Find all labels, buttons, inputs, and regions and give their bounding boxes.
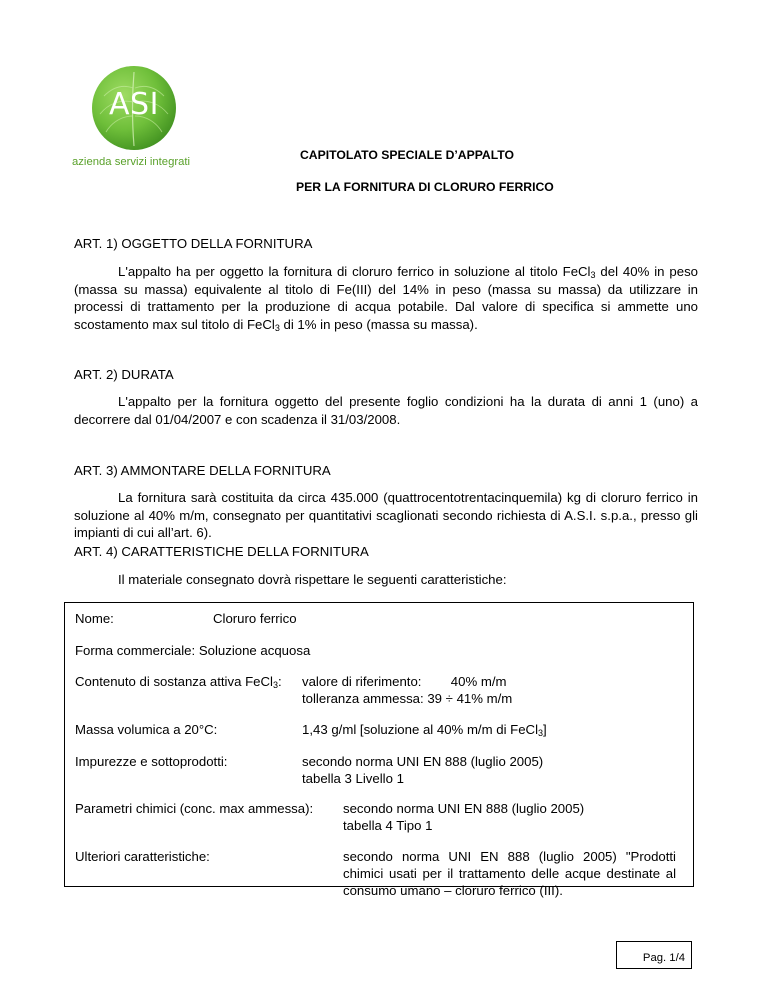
document-title: CAPITOLATO SPECIALE D’APPALTO (300, 148, 514, 162)
contenuto-label: Contenuto di sostanza attiva FeCl$_3$: (75, 674, 282, 690)
art1-paragraph: L'appalto ha per oggetto la fornitura di cloruro ferrico in soluzione al titolo FeCl$_3$ del 40% in peso (massa su massa) equivalente al titolo di Fe(III) del 14% in peso (massa su massa) da utilizzare in processi di trattamento per la produzione di acqua potabile. Dal valore di specifica si ammette uno scostamento max sul titolo di FeCl$_3$ di 1% in peso (massa su massa). (74, 264, 698, 333)
nome-value: Cloruro ferrico (213, 611, 297, 626)
nome-label: Nome: (75, 611, 114, 626)
contenuto-value-tolleranza: tolleranza ammessa: 39 ÷ 41% m/m (302, 691, 513, 706)
logo-text: ASI (109, 87, 159, 122)
ulteriori-value: secondo norma UNI EN 888 (luglio 2005) "Prodotti chimici usati per il trattamento delle acque destinate al consumo umano – cloruro ferrico (III). (343, 849, 676, 898)
ulteriori-label: Ulteriori caratteristiche: (75, 849, 210, 864)
impurezze-value-1: secondo norma UNI EN 888 (luglio 2005) (302, 754, 544, 769)
art3-paragraph: La fornitura sarà costituita da circa 435.000 (quattrocentotrentacinquemila) kg di cloruro ferrico in soluzione al 40% m/m, consegnato per quantitativi scaglionati secondo richiesta di A.S.I. s.p.a., presso gli impianti di cui all’art. 6). (74, 490, 698, 540)
leaf-logo-icon (92, 66, 176, 150)
parametri-value-1: secondo norma UNI EN 888 (luglio 2005) (343, 801, 585, 816)
parametri-value-2: tabella 4 Tipo 1 (343, 818, 433, 833)
forma-commerciale: Forma commerciale: Soluzione acquosa (75, 643, 311, 658)
parametri-label: Parametri chimici (conc. max ammessa): (75, 801, 314, 816)
impurezze-label: Impurezze e sottoprodotti: (75, 754, 228, 769)
page-number: Pag. 1/4 (616, 941, 692, 969)
art2-paragraph: L'appalto per la fornitura oggetto del presente foglio condizioni ha la durata di anni 1 (uno) a decorrere dal 01/04/2007 e con scadenza il 31/03/2008. (74, 394, 698, 427)
characteristics-table (64, 602, 694, 898)
art3-heading: ART. 3) AMMONTARE DELLA FORNITURA (74, 463, 331, 478)
art4-intro: Il materiale consegnato dovrà rispettare le seguenti caratteristiche: (118, 572, 507, 587)
art2-heading: ART. 2) DURATA (74, 367, 174, 382)
massa-label: Massa volumica a 20°C: (75, 722, 218, 737)
massa-value: 1,43 g/ml [soluzione al 40% m/m di FeCl$_3$] (302, 722, 547, 738)
document-subtitle: PER LA FORNITURA DI CLORURO FERRICO (296, 180, 554, 194)
art4-heading: ART. 4) CARATTERISTICHE DELLA FORNITURA (74, 544, 369, 559)
art1-heading: ART. 1) OGGETTO DELLA FORNITURA (74, 236, 313, 251)
contenuto-value-riferimento: valore di riferimento: 40% m/m (302, 674, 507, 689)
logo-tagline: azienda servizi integrati (72, 156, 191, 168)
impurezze-value-2: tabella 3 Livello 1 (302, 771, 404, 786)
